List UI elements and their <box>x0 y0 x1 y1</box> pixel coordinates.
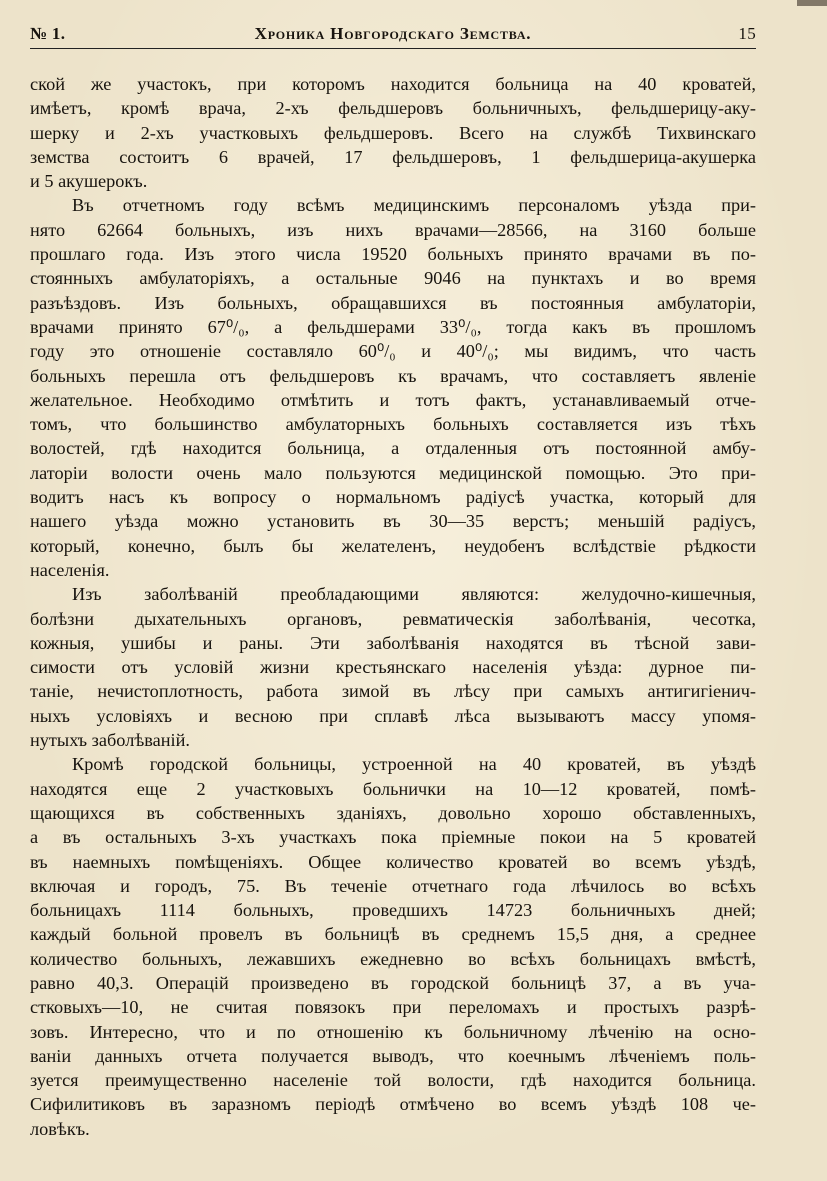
text-line: больницахъ 1114 больныхъ, проведшихъ 14723 больничныхъ дней; <box>30 900 756 921</box>
text-line: въ наемныхъ помѣщеніяхъ. Общее количество кроватей во всемъ уѣздѣ, <box>30 851 756 872</box>
text-line: врачами принято 67⁰/₀, а фельдшерами 33⁰/₀, тогда какъ въ прошломъ <box>30 316 756 337</box>
text-line: болѣзни дыхательныхъ органовъ, ревматическія заболѣванія, чесотка, <box>30 608 756 629</box>
text-line: земства состоитъ 6 врачей, 17 фельдшеровъ, 1 фельдшерица-акушерка <box>30 146 756 167</box>
text-line: и 5 акушерокъ. <box>30 171 148 192</box>
text-line: стковыхъ—10, не считая повязокъ при переломахъ и простыхъ разрѣ- <box>30 997 756 1018</box>
text-line: кожныя, ушибы и раны. Эти заболѣванія находятся въ тѣсной зави- <box>30 632 756 653</box>
text-line: который, конечно, былъ бы желателенъ, неудобенъ вслѣдствіе рѣдкости <box>30 535 756 556</box>
text-line: нашего уѣзда можно установить въ 30—35 верстъ; меньшій радіусъ, <box>30 511 756 532</box>
text-line: желательное. Необходимо отмѣтить и тотъ фактъ, устанавливаемый отче- <box>30 389 756 410</box>
text-line: Кромѣ городской больницы, устроенной на 40 кроватей, въ уѣздѣ <box>72 754 756 775</box>
text-line: симости отъ условій жизни крестьянскаго населенія уѣзда: дурное пи- <box>30 657 756 678</box>
page-edge-mark <box>797 0 827 6</box>
text-line: зуется преимущественно населеніе той волости, гдѣ находится больница. <box>30 1070 756 1091</box>
text-line: таніе, нечистоплотность, работа зимой въ лѣсу при самыхъ антигигіенич- <box>30 681 756 702</box>
text-line: ваніи данныхъ отчета получается выводъ, что коечнымъ лѣченіемъ поль- <box>30 1045 756 1066</box>
text-line: а въ остальныхъ 3-хъ участкахъ пока пріемные покои на 5 кроватей <box>30 827 756 848</box>
text-line: щающихся въ собственныхъ зданіяхъ, довольно хорошо обставленныхъ, <box>30 802 756 823</box>
text-line: стоянныхъ амбулаторіяхъ, а остальные 9046 на пунктахъ и во время <box>30 268 756 289</box>
text-line: прошлаго года. Изъ этого числа 19520 больныхъ принято врачами въ по- <box>30 244 756 265</box>
text-line: Сифилитиковъ въ заразномъ періодѣ отмѣчено во всемъ уѣздѣ 108 че- <box>30 1094 756 1115</box>
text-line: водитъ насъ къ вопросу о нормальномъ радіусѣ участка, который для <box>30 487 756 508</box>
text-line: равно 40,3. Операцій произведено въ городской больницѣ 37, а въ уча- <box>30 972 756 993</box>
text-line: разъѣздовъ. Изъ больныхъ, обращавшихся въ постоянныя амбулаторіи, <box>30 292 756 313</box>
body-text <box>30 72 756 1141</box>
text-line: нутыхъ заболѣваній. <box>30 730 190 751</box>
text-line: находятся еще 2 участковыхъ больнички на 10—12 кроватей, помѣ- <box>30 778 756 799</box>
text-line: имѣетъ, кромѣ врача, 2-хъ фельдшеровъ больничныхъ, фельдшерицу-аку- <box>30 98 756 119</box>
text-line: шерку и 2-хъ участковыхъ фельдшеровъ. Всего на службѣ Тихвинскаго <box>30 122 756 143</box>
journal-title: Хроника Новгородскаго Земства. <box>254 24 532 43</box>
text-line: каждый больной провелъ въ больницѣ въ среднемъ 15,5 дня, а среднее <box>30 924 756 945</box>
text-line: включая и городъ, 75. Въ теченіе отчетнаго года лѣчилось во всѣхъ <box>30 875 756 896</box>
text-line: волостей, гдѣ находится больница, а отдаленныя отъ постоянной амбу- <box>30 438 756 459</box>
text-line: зовъ. Интересно, что и по отношенію къ больничному лѣченію на осно- <box>30 1021 756 1042</box>
text-line: Въ отчетномъ году всѣмъ медицинскимъ персоналомъ уѣзда при- <box>72 195 756 216</box>
text-line: Изъ заболѣваній преобладающими являются: желудочно-кишечныя, <box>72 584 756 605</box>
text-line: населенія. <box>30 559 110 580</box>
text-line: ловѣкъ. <box>30 1118 90 1139</box>
text-line: нято 62664 больныхъ, изъ нихъ врачами—28566, на 3160 больше <box>30 219 756 240</box>
text-line: году это отношеніе составляло 60⁰/₀ и 40⁰/₀; мы видимъ, что часть <box>30 341 756 362</box>
text-line: латоріи волости очень мало пользуются медицинской помощью. Это при- <box>30 462 756 483</box>
page-number: 15 <box>738 24 756 43</box>
text-line: ской же участокъ, при которомъ находится больница на 40 кроватей, <box>30 74 756 94</box>
header-rule <box>30 48 756 49</box>
text-line: томъ, что большинство амбулаторныхъ больныхъ составляется изъ тѣхъ <box>30 414 756 435</box>
text-line: больныхъ перешла отъ фельдшеровъ къ врачамъ, что составляетъ явленіе <box>30 365 756 386</box>
text-line: ныхъ условіяхъ и весною при сплавѣ лѣса вызываютъ массу упомя- <box>30 705 756 726</box>
text-line: количество больныхъ, лежавшихъ ежедневно во всѣхъ больницахъ вмѣстѣ, <box>30 948 756 969</box>
issue-number: № 1. <box>30 24 66 43</box>
running-header <box>30 20 756 48</box>
